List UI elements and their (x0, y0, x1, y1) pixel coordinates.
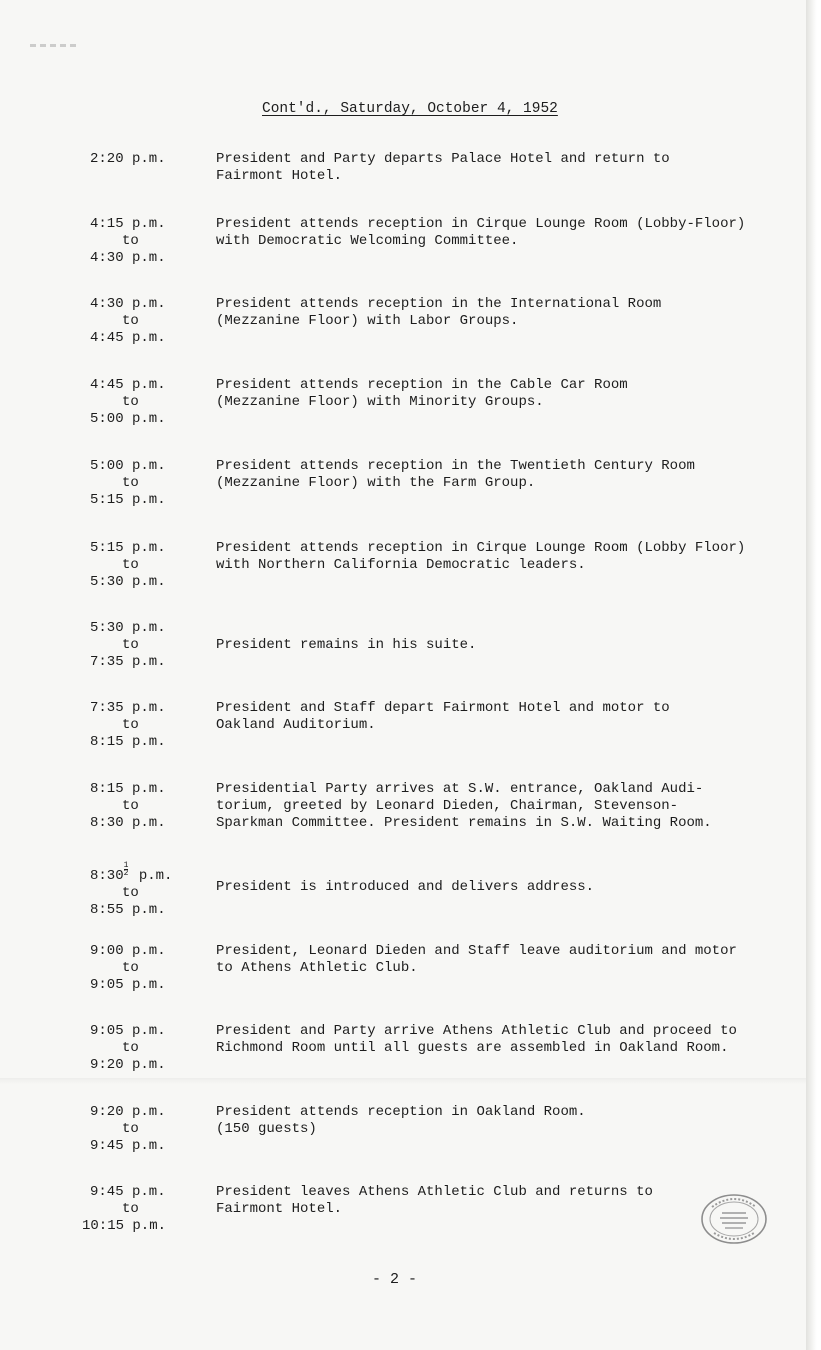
description-line: Oakland Auditorium. (216, 717, 376, 733)
end-time: 8:55 p.m. (90, 902, 166, 918)
to-label: to (122, 960, 139, 976)
entry-description (216, 151, 736, 185)
entry-time (90, 1104, 180, 1155)
page-heading: Cont'd., Saturday, October 4, 1952 (262, 101, 558, 117)
description-line: President and Party departs Palace Hotel and return to (216, 151, 670, 167)
entry-description (216, 377, 736, 411)
entry-description (216, 458, 736, 492)
description-line: with Northern California Democratic leaders. (216, 557, 586, 573)
end-time: 5:00 p.m. (90, 411, 166, 427)
end-time: 5:30 p.m. (90, 574, 166, 590)
entry-description (216, 1184, 736, 1218)
description-line: President attends reception in Oakland Room. (216, 1104, 586, 1120)
description-line: to Athens Athletic Club. (216, 960, 418, 976)
entry-time (90, 862, 200, 919)
entry-time (90, 540, 180, 591)
end-time: 5:15 p.m. (90, 492, 166, 508)
to-label: to (122, 1201, 139, 1217)
entry-description (216, 700, 736, 734)
start-time: 9:20 p.m. (90, 1104, 166, 1120)
entry-time (90, 700, 180, 751)
start-time-main: 8:30 (90, 868, 124, 884)
start-time: 8:15 p.m. (90, 781, 166, 797)
end-time: 8:30 p.m. (90, 815, 166, 831)
description-line: Fairmont Hotel. (216, 1201, 343, 1217)
description-line: (Mezzanine Floor) with the Farm Group. (216, 475, 536, 491)
to-label: to (122, 313, 139, 329)
description-line: Presidential Party arrives at S.W. entrance, Oakland Audi- (216, 781, 704, 797)
entry-time (90, 781, 180, 832)
description-line: President attends reception in Cirque Lounge Room (Lobby-Floor) (216, 216, 746, 232)
description-line: President attends reception in the International Room (216, 296, 662, 312)
description-line: (Mezzanine Floor) with Minority Groups. (216, 394, 544, 410)
description-line: President leaves Athens Athletic Club and returns to (216, 1184, 653, 1200)
start-time: 9:45 p.m. (90, 1184, 166, 1200)
start-time: 5:00 p.m. (90, 458, 166, 474)
description-line: Sparkman Committee. President remains in S.W. Waiting Room. (216, 815, 712, 831)
start-time: 9:00 p.m. (90, 943, 166, 959)
start-time: 5:15 p.m. (90, 540, 166, 556)
entry-description (216, 296, 736, 330)
end-time: 8:15 p.m. (90, 734, 166, 750)
entry-description (216, 943, 736, 977)
entry-time (90, 151, 180, 168)
description-line: President attends reception in the Twentieth Century Room (216, 458, 695, 474)
to-label: to (122, 475, 139, 491)
description-line: President remains in his suite. (216, 637, 477, 653)
fraction-denominator: 2 (123, 869, 129, 878)
end-time: 7:35 p.m. (90, 654, 166, 670)
end-time: 9:05 p.m. (90, 977, 166, 993)
description-line: (Mezzanine Floor) with Labor Groups. (216, 313, 519, 329)
to-label: to (122, 394, 139, 410)
end-time: 4:30 p.m. (90, 250, 166, 266)
entry-description (216, 540, 746, 574)
start-time: 7:35 p.m. (90, 700, 166, 716)
page-number: - 2 - (372, 1271, 418, 1288)
start-time-suffix: p.m. (130, 868, 173, 884)
start-time: 2:20 p.m. (90, 151, 166, 167)
entry-time (90, 620, 180, 671)
entry-time (90, 216, 180, 267)
start-time: 4:30 p.m. (90, 296, 166, 312)
description-line: President and Staff depart Fairmont Hotel and motor to (216, 700, 670, 716)
start-time: 5:30 p.m. (90, 620, 166, 636)
start-time (90, 862, 200, 885)
library-stamp (700, 1193, 768, 1245)
start-time: 4:15 p.m. (90, 216, 166, 232)
end-time: 10:15 p.m. (82, 1218, 167, 1234)
entry-description (216, 781, 736, 832)
description-line: Fairmont Hotel. (216, 168, 343, 184)
description-line: President attends reception in the Cable Car Room (216, 377, 628, 393)
to-label: to (122, 798, 139, 814)
fraction-numerator: 1 (123, 861, 129, 870)
entry-description (216, 879, 736, 896)
end-time: 9:20 p.m. (90, 1057, 166, 1073)
description-line: torium, greeted by Leonard Dieden, Chairman, Stevenson- (216, 798, 679, 814)
paper-mark (30, 44, 78, 47)
entry-time (90, 458, 180, 509)
entry-time (90, 296, 180, 347)
paper-fold (0, 1078, 808, 1084)
start-time: 9:05 p.m. (90, 1023, 166, 1039)
entry-time (90, 943, 180, 994)
to-label: to (122, 233, 139, 249)
description-line: President, Leonard Dieden and Staff leave auditorium and motor (216, 943, 737, 959)
entry-time (82, 1184, 180, 1235)
to-label: to (122, 557, 139, 573)
half-fraction (124, 862, 129, 877)
end-time: 4:45 p.m. (90, 330, 166, 346)
to-label: to (122, 1121, 139, 1137)
to-label: to (122, 1040, 139, 1056)
entry-time (90, 1023, 180, 1074)
description-line: President and Party arrive Athens Athletic Club and proceed to (216, 1023, 737, 1039)
entry-description (216, 637, 736, 654)
end-time: 9:45 p.m. (90, 1138, 166, 1154)
entry-description (216, 216, 746, 250)
description-line: Richmond Room until all guests are assembled in Oakland Room. (216, 1040, 729, 1056)
entry-description (216, 1104, 736, 1138)
start-time: 4:45 p.m. (90, 377, 166, 393)
to-label: to (122, 717, 139, 733)
entry-time (90, 377, 180, 428)
description-line: (150 guests) (216, 1121, 317, 1137)
description-line: President attends reception in Cirque Lounge Room (Lobby Floor) (216, 540, 746, 556)
entry-description (216, 1023, 736, 1057)
to-label: to (122, 637, 139, 653)
description-line: with Democratic Welcoming Committee. (216, 233, 519, 249)
paper-edge (806, 0, 821, 1350)
description-line: President is introduced and delivers address. (216, 879, 595, 895)
to-label: to (122, 885, 139, 901)
